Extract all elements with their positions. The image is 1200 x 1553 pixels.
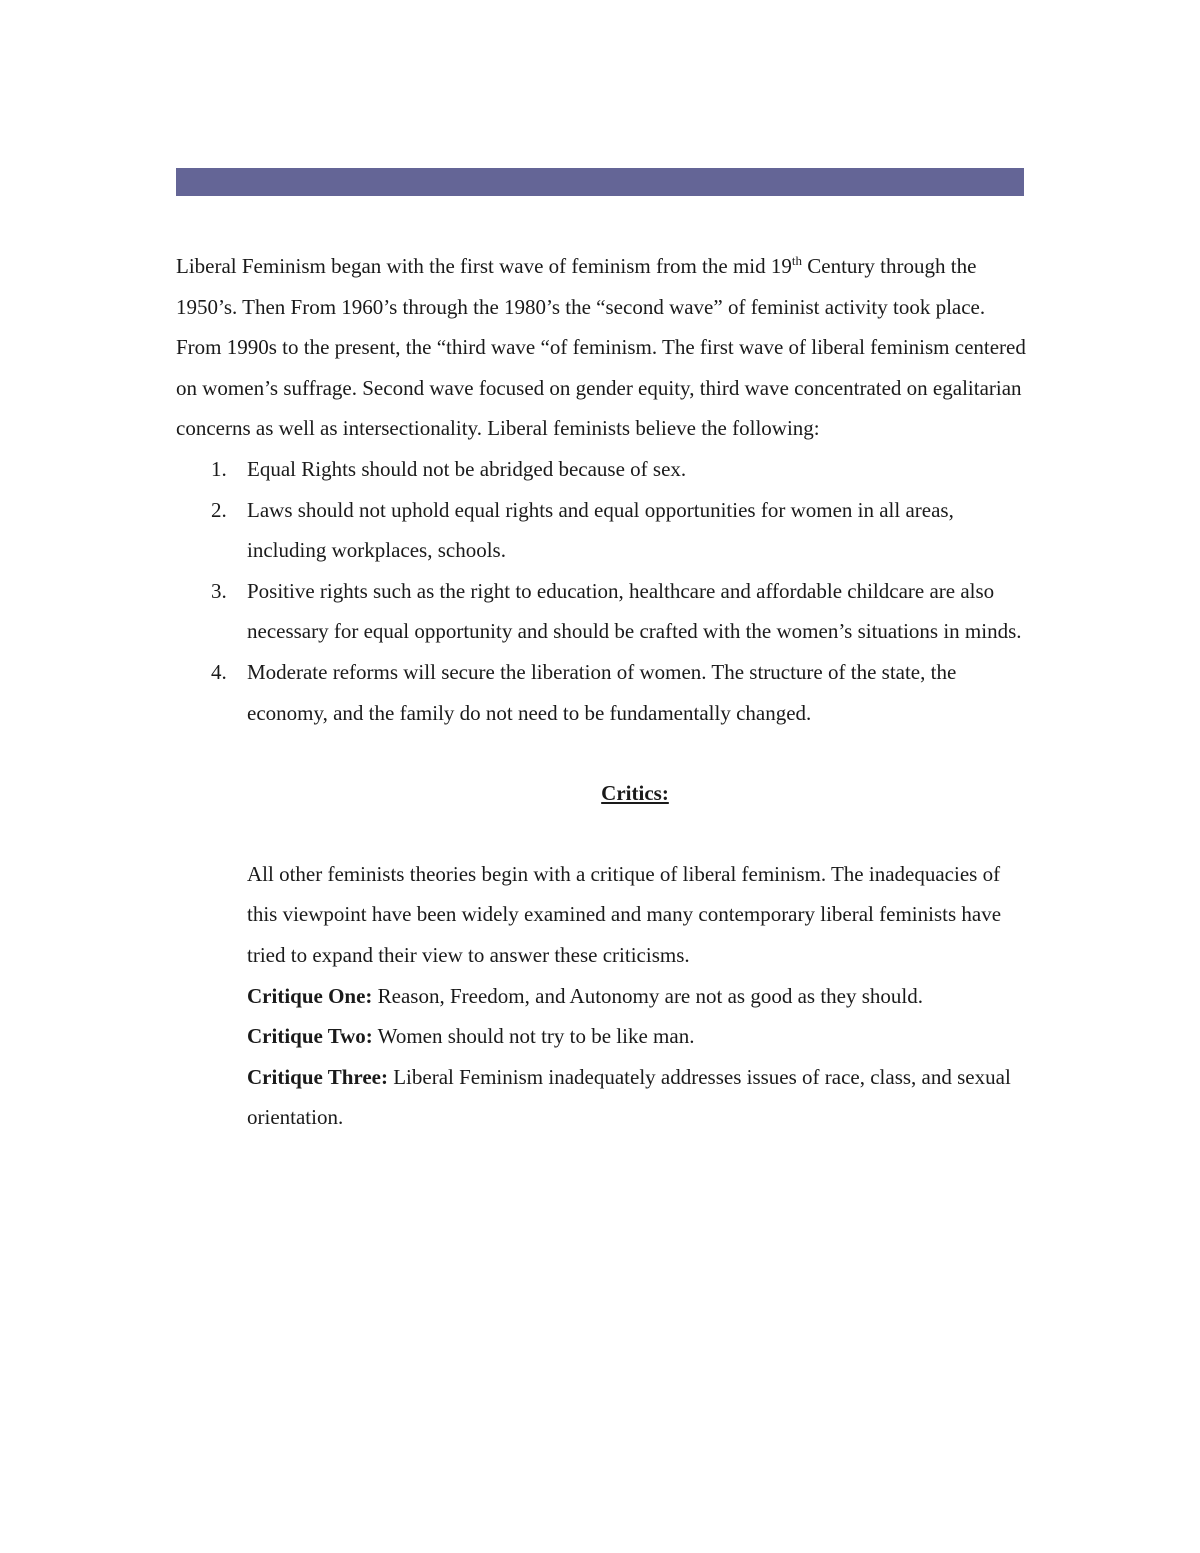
critics-section	[247, 854, 1027, 1138]
list-item-text: Positive rights such as the right to education, healthcare and affordable childcare are also necessary for equal opportunity and should be crafted with the women’s situations in minds.	[247, 578, 1022, 644]
intro-superscript: th	[791, 253, 802, 268]
critique-label: Critique Two:	[247, 1024, 373, 1049]
critique-item	[247, 1057, 1027, 1138]
beliefs-list	[176, 449, 1026, 733]
critique-text: Women should not try to be like man.	[372, 1024, 695, 1049]
list-item	[176, 490, 1026, 571]
list-item	[176, 571, 1026, 652]
list-number: 2.	[211, 497, 227, 522]
list-number: 4.	[211, 659, 227, 684]
critique-label: Critique One:	[247, 983, 373, 1008]
intro-text-part2: Century through the 1950’s. Then From 1960’s through the 1980’s the “second wave” of feminist activity took place. From 1990s to the present, the “third wave “of feminism. The first wave of liberal feminism centered on women’s suffrage. Second wave focused on gender equity, third wave concentrated on egalitarian concerns as well as intersectionality. Liberal feminists believe the following:	[176, 254, 1026, 441]
critique-label: Critique Three:	[247, 1064, 388, 1089]
list-item	[176, 449, 1026, 490]
intro-paragraph	[176, 246, 1026, 449]
critique-text: Reason, Freedom, and Autonomy are not as good as they should.	[372, 983, 923, 1008]
document-body	[176, 246, 1026, 1138]
header-bar	[176, 168, 1024, 196]
critique-item	[247, 1016, 1027, 1057]
intro-text-part1: Liberal Feminism began with the first wave of feminism from the mid 19	[176, 254, 792, 278]
list-item	[176, 652, 1026, 733]
list-number: 1.	[211, 456, 227, 481]
list-item-text: Moderate reforms will secure the liberation of women. The structure of the state, the economy, and the family do not need to be fundamentally changed.	[247, 659, 957, 725]
critique-item	[247, 976, 1027, 1017]
list-item-text: Equal Rights should not be abridged because of sex.	[247, 456, 687, 481]
critics-heading: Critics:	[601, 781, 669, 806]
critics-intro: All other feminists theories begin with a critique of liberal feminism. The inadequacies of this viewpoint have been widely examined and many contemporary liberal feminists have tried to expand their view to answer these criticisms.	[247, 861, 1002, 967]
list-number: 3.	[211, 578, 227, 603]
list-item-text: Laws should not uphold equal rights and equal opportunities for women in all areas, including workplaces, schools.	[247, 497, 954, 563]
critique-text: Liberal Feminism inadequately addresses issues of race, class, and sexual orientation.	[247, 1064, 1011, 1130]
